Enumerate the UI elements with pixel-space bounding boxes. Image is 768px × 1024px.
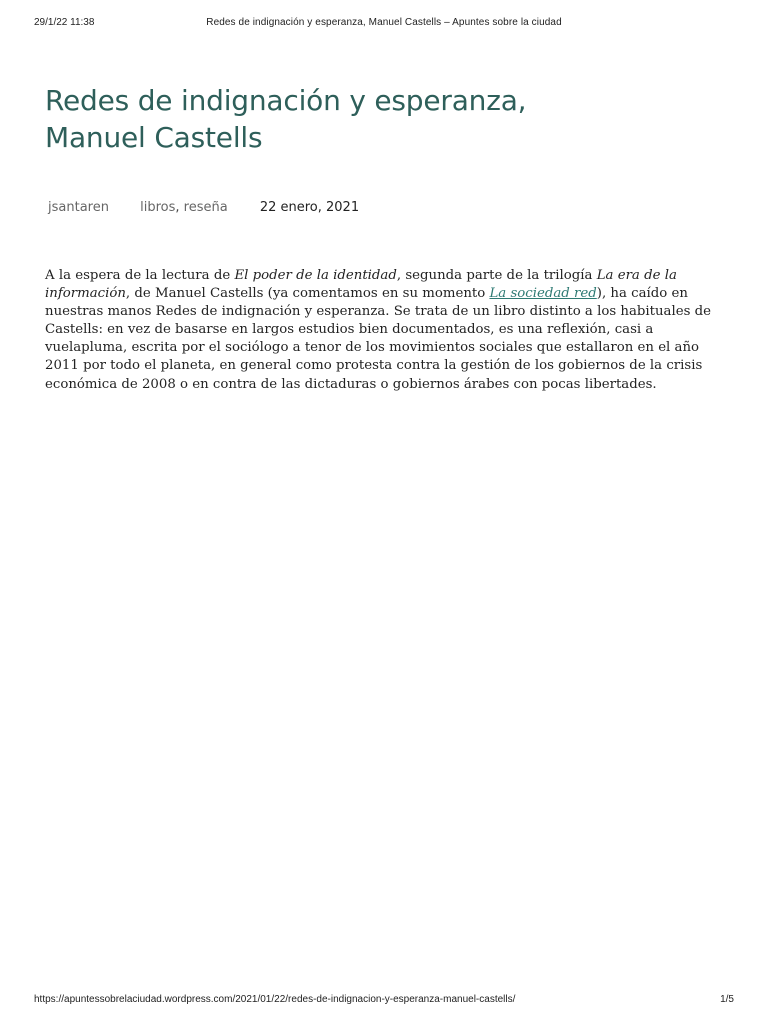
la-sociedad-red-link[interactable]	[489, 286, 596, 301]
text-segment: A la espera de la lectura de	[45, 268, 235, 283]
category-link-libros[interactable]: libros	[140, 200, 176, 215]
post-title-line-1[interactable]: Redes de indignación y esperanza,	[45, 84, 527, 117]
book-title-italic: El poder de la identidad	[234, 268, 397, 283]
print-url: https://apuntessobrelaciudad.wordpress.com/2021/01/22/redes-de-indignacion-y-esperanza-manuel-castells/	[34, 994, 516, 1005]
paragraph	[45, 267, 725, 394]
author-link[interactable]: jsantaren	[48, 200, 109, 215]
print-footer	[34, 994, 734, 1008]
print-date: 29/1/22 11:38	[34, 17, 95, 28]
page-number: 1/5	[720, 994, 734, 1005]
category-separator: ,	[175, 200, 180, 215]
post-meta	[48, 199, 359, 217]
print-page-title: Redes de indignación y esperanza, Manuel Castells – Apuntes sobre la ciudad	[206, 17, 562, 28]
category-list	[140, 200, 228, 215]
trilogy-title-italic: La era de la información	[45, 268, 677, 302]
link-text[interactable]: La sociedad red	[489, 286, 597, 302]
post-title-line-2[interactable]: Manuel Castells	[45, 121, 263, 154]
text-segment: , de Manuel Castells (ya comentamos en su momento	[125, 286, 490, 302]
print-header	[34, 17, 734, 31]
text-segment: ), ha caído en nuestras manos Redes de indignación y esperanza. Se trata de un libro distinto a los habituales de Castells: en vez de basarse en largos estudios bien documentados, es una reflexión, casi a vuelapluma, escrita por el sociólogo a tenor de los movimientos sociales que estallaron en el año 2011 por todo el planeta, en general como protesta contra la gestión de los gobiernos de la crisis económica de 2008 o en contra de las dictaduras o gobiernos árabes con pocas libertades.	[45, 286, 712, 392]
category-link-resena[interactable]: reseña	[183, 200, 228, 215]
post-title[interactable]	[45, 82, 725, 156]
post-date[interactable]: 22 enero, 2021	[259, 200, 360, 215]
post-content	[45, 267, 725, 394]
text-segment: , segunda parte de la trilogía	[396, 268, 597, 283]
